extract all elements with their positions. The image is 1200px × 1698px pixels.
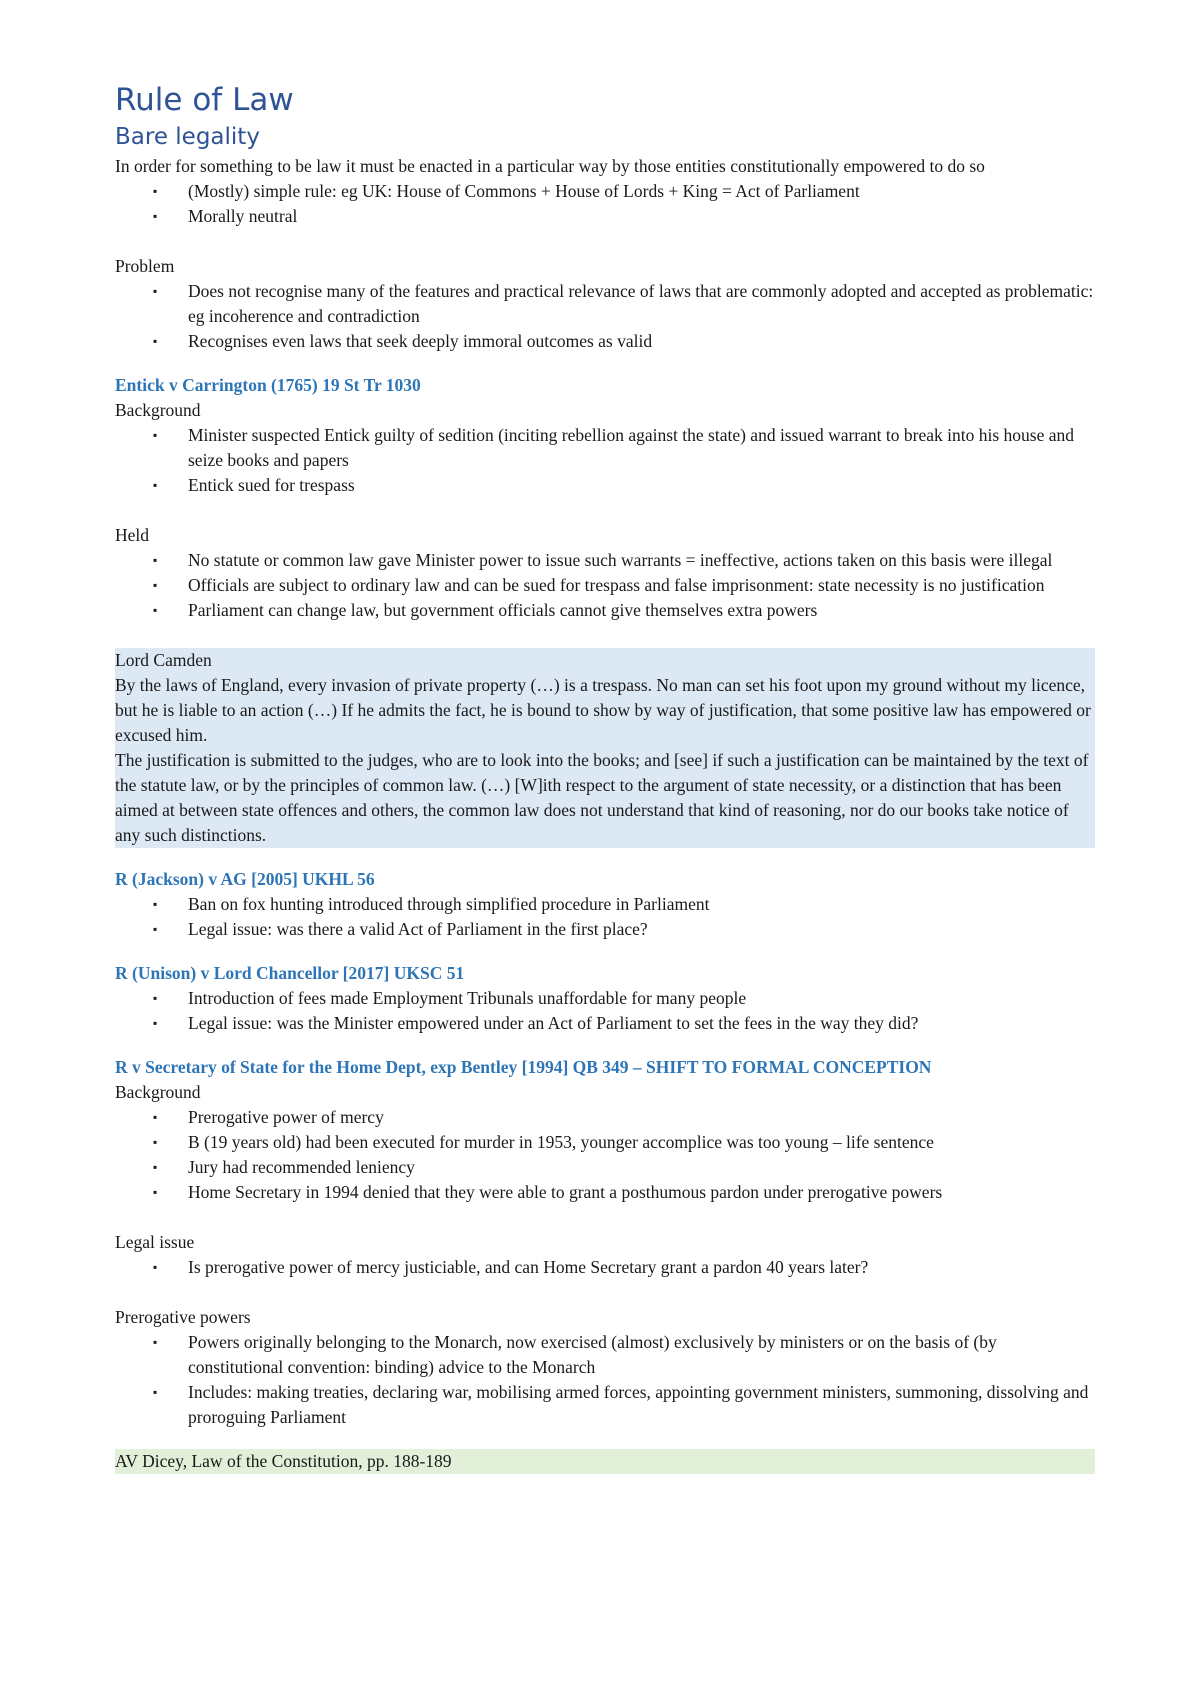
- list-item: ▪ Is prerogative power of mercy justiciable, and can Home Secretary grant a pardon 40 years later?: [115, 1255, 1095, 1280]
- list-item: ▪ Parliament can change law, but government officials cannot give themselves extra powers: [115, 598, 1095, 623]
- background-label: Background: [115, 400, 201, 420]
- bentley-issue-list: [115, 1255, 1095, 1280]
- prerogative-list: [115, 1330, 1095, 1430]
- list-item: ▪ Recognises even laws that seek deeply immoral outcomes as valid: [115, 329, 1095, 354]
- list-item: ▪ Home Secretary in 1994 denied that they were able to grant a posthumous pardon under prerogative powers: [115, 1180, 1095, 1205]
- problem-list: [115, 279, 1095, 354]
- list-item: ▪ Morally neutral: [115, 204, 1095, 229]
- list-item: ▪ B (19 years old) had been executed for murder in 1953, younger accomplice was too young – life sentence: [115, 1130, 1095, 1155]
- entick-background-list: [115, 423, 1095, 498]
- quote-paragraph: The justification is submitted to the judges, who are to look into the books; and [see] if such a justification can be maintained by the text of the statute law, or by the principles of common law. (…) [W]ith respect to the argument of state necessity, or a distinction that has been aimed at between state offences and others, the common law does not understand that kind of reasoning, nor do our books take notice of any such distinctions.: [115, 750, 1089, 845]
- case-heading-entick: Entick v Carrington (1765) 19 St Tr 1030: [115, 375, 421, 395]
- quote-author: Lord Camden: [115, 650, 212, 670]
- held-label: Held: [115, 525, 150, 545]
- legal-issue-label: Legal issue: [115, 1232, 195, 1252]
- prerogative-label: Prerogative powers: [115, 1307, 251, 1327]
- background-label: Background: [115, 1082, 201, 1102]
- document-page: [115, 78, 1095, 1474]
- case-heading-jackson: R (Jackson) v AG [2005] UKHL 56: [115, 869, 375, 889]
- list-item: ▪ Introduction of fees made Employment Tribunals unaffordable for many people: [115, 986, 1095, 1011]
- list-item: ▪ No statute or common law gave Minister power to issue such warrants = ineffective, actions taken on this basis were illegal: [115, 548, 1095, 573]
- unison-list: [115, 986, 1095, 1036]
- list-item: ▪ Minister suspected Entick guilty of sedition (inciting rebellion against the state) and issued warrant to break into his house and seize books and papers: [115, 423, 1095, 473]
- intro-list: [115, 179, 1095, 229]
- jackson-list: [115, 892, 1095, 942]
- list-item: ▪ Jury had recommended leniency: [115, 1155, 1095, 1180]
- list-item: ▪ Officials are subject to ordinary law and can be sued for trespass and false imprisonment: state necessity is no justification: [115, 573, 1095, 598]
- problem-label: Problem: [115, 256, 175, 276]
- list-item: ▪ Ban on fox hunting introduced through simplified procedure in Parliament: [115, 892, 1095, 917]
- quote-paragraph: By the laws of England, every invasion of private property (…) is a trespass. No man can set his foot upon my ground without my licence, but he is liable to an action (…) If he admits the fact, he is bound to show by way of justification, that some positive law has empowered or excused him.: [115, 675, 1091, 745]
- bentley-background-list: [115, 1105, 1095, 1205]
- list-item: ▪ (Mostly) simple rule: eg UK: House of Commons + House of Lords + King = Act of Parliament: [115, 179, 1095, 204]
- list-item: ▪ Powers originally belonging to the Monarch, now exercised (almost) exclusively by ministers or on the basis of (by constitutional convention: binding) advice to the Monarch: [115, 1330, 1095, 1380]
- section-heading: Bare legality: [115, 124, 260, 150]
- case-heading-unison: R (Unison) v Lord Chancellor [2017] UKSC 51: [115, 963, 465, 983]
- list-item: ▪ Includes: making treaties, declaring war, mobilising armed forces, appointing government ministers, summoning, dissolving and proroguing Parliament: [115, 1380, 1095, 1430]
- list-item: ▪ Legal issue: was the Minister empowered under an Act of Parliament to set the fees in the way they did?: [115, 1011, 1095, 1036]
- list-item: ▪ Prerogative power of mercy: [115, 1105, 1095, 1130]
- list-item: ▪ Legal issue: was there a valid Act of Parliament in the first place?: [115, 917, 1095, 942]
- entick-held-list: [115, 548, 1095, 623]
- case-heading-bentley: R v Secretary of State for the Home Dept, exp Bentley [1994] QB 349 – SHIFT TO FORMAL CONCEPTION: [115, 1057, 932, 1077]
- intro-text: In order for something to be law it must be enacted in a particular way by those entities constitutionally empowered to do so: [115, 156, 985, 176]
- page-title: Rule of Law: [115, 82, 294, 118]
- quote-box: [115, 648, 1095, 848]
- list-item: ▪ Entick sued for trespass: [115, 473, 1095, 498]
- list-item: ▪ Does not recognise many of the features and practical relevance of laws that are commonly adopted and accepted as problematic: eg incoherence and contradiction: [115, 279, 1095, 329]
- reference-note: AV Dicey, Law of the Constitution, pp. 188-189: [115, 1449, 1095, 1474]
